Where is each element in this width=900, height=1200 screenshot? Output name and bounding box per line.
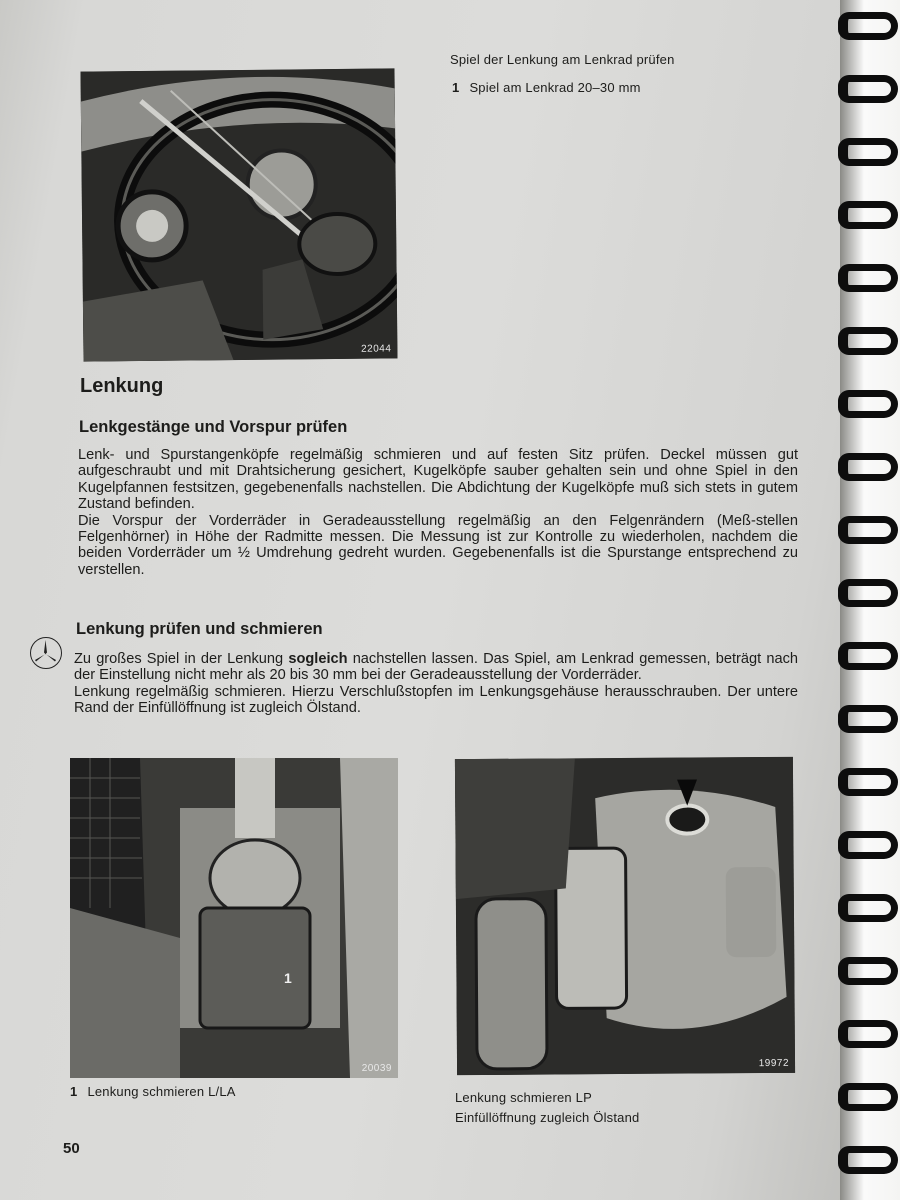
callout-number: 1	[284, 970, 292, 986]
caption-item-number: 1	[70, 1084, 78, 1099]
steering-paragraph-2: Lenkung regelmäßig schmieren. Hierzu Verschlußstopfen im Lenkungsgehäuse herausschrauben. Der untere Rand der Einfüllöffnung ist zugleich Ölstand.	[74, 683, 798, 717]
subsection-title-steering: Lenkung prüfen und schmieren	[76, 620, 323, 638]
binding-coil	[838, 12, 898, 40]
binding-coil	[838, 768, 898, 796]
caption-item-number: 1	[452, 80, 460, 95]
emphasis-sogleich: sogleich	[288, 651, 348, 667]
steering-text	[74, 651, 798, 717]
steering-box-illustration-right	[455, 757, 795, 1075]
steering-wheel-illustration	[80, 68, 397, 361]
binding-coil	[838, 201, 898, 229]
binding-coil	[838, 453, 898, 481]
photo-number: 20039	[361, 1063, 392, 1074]
binding-coil	[838, 516, 898, 544]
binding-coil	[838, 1146, 898, 1174]
right-figure-caption-line-2: Einfüllöffnung zugleich Ölstand	[455, 1110, 640, 1125]
steering-box-photo-lp	[455, 757, 795, 1075]
binding-coil	[838, 1020, 898, 1048]
binding-coil	[838, 831, 898, 859]
binding-coil	[838, 327, 898, 355]
mercedes-star-icon	[30, 637, 62, 669]
steering-box-photo-l-la	[70, 758, 398, 1078]
top-figure-caption-title: Spiel der Lenkung am Lenkrad prüfen	[450, 52, 675, 67]
binding-coil	[838, 264, 898, 292]
steering-wheel-photo	[80, 68, 397, 361]
right-figure-caption-line-1: Lenkung schmieren LP	[455, 1090, 592, 1105]
photo-number: 22044	[361, 343, 392, 355]
left-figure-caption	[70, 1084, 236, 1099]
photo-number: 19972	[758, 1057, 790, 1070]
binding-coil	[838, 894, 898, 922]
subsection-title-linkage: Lenkgestänge und Vorspur prüfen	[79, 418, 348, 436]
binding-coil	[838, 138, 898, 166]
steering-box-illustration-left	[70, 758, 398, 1078]
section-title: Lenkung	[80, 375, 164, 397]
page-number: 50	[63, 1140, 80, 1157]
linkage-text	[78, 447, 798, 578]
caption-item-text: Lenkung schmieren L/LA	[87, 1084, 236, 1099]
binding-coil	[838, 642, 898, 670]
binding-coil	[838, 75, 898, 103]
top-figure-caption-item	[452, 80, 641, 95]
steering-paragraph-1: Zu großes Spiel in der Lenkung sogleich nachstellen lassen. Das Spiel, am Lenkrad gemessen, beträgt nach der Einstellung nicht mehr als 20 bis 30 mm bei der Geradeausstellung der Vorderräder.	[74, 651, 798, 684]
binding-coil	[838, 390, 898, 418]
binding-coil	[838, 579, 898, 607]
linkage-paragraph-1: Lenk- und Spurstangenköpfe regelmäßig schmieren und auf festen Sitz prüfen. Deckel müssen gut aufgeschraubt und mit Drahtsicherung gesichert, Kugelköpfe sauber gehalten sein und ohne Spiel in den Kugelpfannen festsitzen, gegebenenfalls nachstellen. Die Abdichtung der Kugelköpfe muß sich stets in gutem Zustand befinden.	[78, 447, 798, 513]
binding-coil	[838, 705, 898, 733]
linkage-paragraph-2: Die Vorspur der Vorderräder in Geradeausstellung regelmäßig an den Felgenrändern (Meß-stellen Felgenhörner) in Höhe der Radmitte messen. Die Messung ist zur Kontrolle zu wiederholen, nachdem die beiden Vorderräder um ½ Umdrehung gedreht wurden. Gegebenenfalls ist die Spurstange entsprechend zu verstellen.	[78, 512, 798, 578]
binding-coil	[838, 957, 898, 985]
binding-coil	[838, 1083, 898, 1111]
caption-item-text: Spiel am Lenkrad 20–30 mm	[469, 80, 641, 95]
spiral-binding	[840, 0, 900, 1200]
